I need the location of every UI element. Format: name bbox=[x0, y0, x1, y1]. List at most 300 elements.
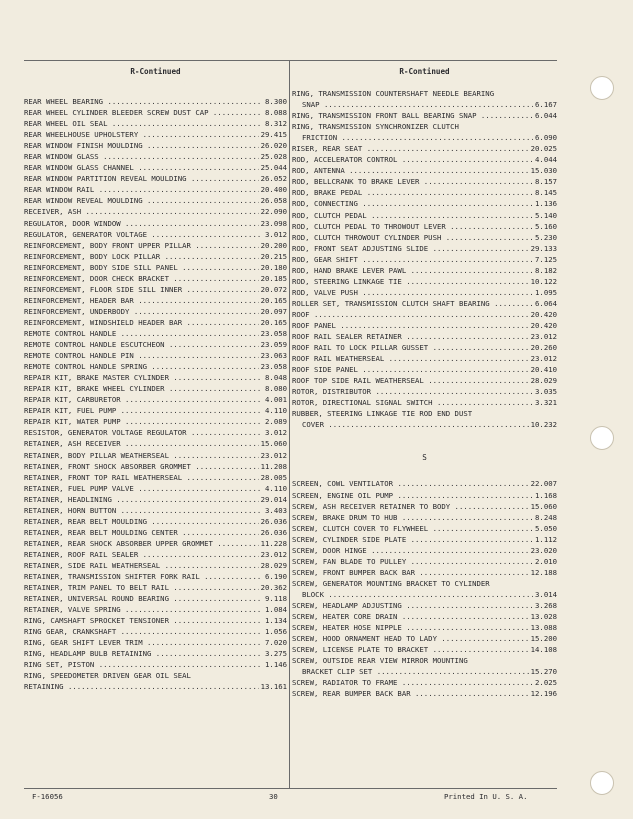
index-entry bbox=[24, 262, 287, 273]
index-entry-continued: RING, SPEEDOMETER DRIVEN GEAR OIL SEAL bbox=[24, 671, 191, 681]
entry-name: RETAINER, TRIM PANEL TO BELT RAIL ..... bbox=[24, 582, 259, 593]
entry-number: 1.112 bbox=[535, 534, 557, 544]
entry-number: 7.020 bbox=[265, 638, 287, 648]
entry-name: BRACKET CLIP SET ..... bbox=[292, 666, 529, 677]
entry-name: REMOTE CONTROL HANDLE ESCUTCHEON ..... bbox=[24, 339, 259, 350]
index-entry bbox=[24, 140, 287, 151]
entry-number: 23.063 bbox=[260, 351, 287, 361]
index-entry bbox=[292, 176, 557, 187]
entry-number: 8.300 bbox=[265, 97, 287, 106]
entry-name: RING GEAR, CRANKSHAFT ..... bbox=[24, 626, 263, 637]
entry-name: REINFORCEMENT, BODY SIDE SILL PANEL ..... bbox=[24, 262, 259, 273]
entry-name: ROD, BRAKE PEDAL ..... bbox=[292, 187, 533, 198]
entry-name: ROTOR, DISTRIBUTOR ..... bbox=[292, 386, 533, 397]
index-entry bbox=[24, 317, 287, 328]
index-entry bbox=[24, 472, 287, 483]
entry-name: SCREW, ASH RECEIVER RETAINER TO BODY ..... bbox=[292, 501, 529, 512]
entry-number: 25.044 bbox=[260, 163, 287, 173]
entry-name: REINFORCEMENT, WINDSHIELD HEADER BAR ..... bbox=[24, 317, 259, 328]
index-entry bbox=[292, 309, 557, 320]
index-entry bbox=[292, 243, 557, 254]
entry-name: SNAP ..... bbox=[292, 99, 533, 110]
entry-name: REAR WINDOW REVEAL MOULDING ..... bbox=[24, 195, 259, 206]
entry-number: 20.410 bbox=[530, 365, 557, 375]
index-entry bbox=[24, 516, 287, 527]
entry-name: SCREW, FAN BLADE TO PULLEY ..... bbox=[292, 556, 533, 567]
right-heading: R-Continued bbox=[399, 67, 450, 76]
form-code: F-16056 bbox=[32, 792, 63, 801]
index-entry bbox=[24, 527, 287, 538]
entry-number: 2.089 bbox=[265, 417, 287, 427]
entry-name: RETAINER, HEADLINING ..... bbox=[24, 494, 259, 505]
entry-number: 3.403 bbox=[265, 505, 287, 515]
entry-name: ROD, ANTENNA ..... bbox=[292, 165, 529, 176]
index-entry bbox=[24, 560, 287, 571]
index-entry bbox=[292, 298, 557, 309]
entry-name: RING, GEAR SHIFT LEVER TRIM ..... bbox=[24, 637, 263, 648]
entry-name: RETAINER, SIDE RAIL WEATHERSEAL ..... bbox=[24, 560, 259, 571]
index-entry bbox=[24, 118, 287, 129]
entry-number: 15.270 bbox=[530, 667, 557, 677]
entry-name: SCREW, HOOD ORNAMENT HEAD TO LADY ..... bbox=[292, 633, 529, 644]
index-entry bbox=[292, 589, 557, 600]
index-entry bbox=[292, 254, 557, 265]
index-entry bbox=[292, 545, 557, 556]
index-entry bbox=[292, 567, 557, 578]
entry-number: 3.012 bbox=[265, 428, 287, 438]
entry-number: 2.010 bbox=[535, 556, 557, 566]
index-entry bbox=[24, 549, 287, 560]
top-rule bbox=[24, 60, 557, 61]
entry-number: 8.080 bbox=[265, 384, 287, 394]
entry-name: REINFORCEMENT, FLOOR SIDE SILL INNER ..... bbox=[24, 284, 259, 295]
entry-number: 22.090 bbox=[260, 207, 287, 217]
index-entry bbox=[24, 681, 287, 692]
index-entry bbox=[24, 450, 287, 461]
entry-name: REGULATOR, DOOR WINDOW ..... bbox=[24, 218, 259, 229]
index-entry bbox=[292, 622, 557, 633]
entry-number: 13.028 bbox=[530, 612, 557, 622]
punch-hole-top bbox=[590, 76, 614, 100]
page-number: 30 bbox=[269, 792, 278, 801]
entry-name: RING, HEADLAMP BULB RETAINING ..... bbox=[24, 648, 263, 659]
index-entry bbox=[24, 483, 287, 494]
entry-name: REAR WHEELHOUSE UPHOLSTERY ..... bbox=[24, 129, 259, 140]
entry-name: FRICTION ..... bbox=[292, 132, 533, 143]
index-entry bbox=[24, 427, 287, 438]
entry-name: RETAINING ..... bbox=[24, 681, 259, 692]
entry-number: 12.188 bbox=[530, 567, 557, 577]
entry-name: REAR WINDOW PARTITION REVEAL MOULDING ..... bbox=[24, 173, 259, 184]
entry-number: 11.208 bbox=[260, 461, 287, 471]
index-entry bbox=[24, 461, 287, 472]
entry-number: 3.321 bbox=[535, 398, 557, 408]
index-entry bbox=[24, 162, 287, 173]
index-entry bbox=[24, 538, 287, 549]
entry-number: 20.097 bbox=[260, 306, 287, 316]
entry-number: 4.110 bbox=[265, 406, 287, 416]
entry-number: 3.275 bbox=[265, 649, 287, 659]
s-index-list-1 bbox=[292, 478, 557, 577]
index-entry bbox=[24, 284, 287, 295]
entry-number: 23.020 bbox=[530, 545, 557, 555]
index-entry bbox=[292, 375, 557, 386]
entry-number: 23.012 bbox=[260, 450, 287, 460]
entry-name: RETAINER, REAR BELT MOULDING ..... bbox=[24, 516, 259, 527]
entry-name: RESISTOR, GENERATOR VOLTAGE REGULATOR ..... bbox=[24, 427, 263, 438]
entry-name: REGULATOR, GENERATOR VOLTAGE ..... bbox=[24, 229, 263, 240]
index-entry bbox=[292, 490, 557, 501]
entry-name: SCREW, CLUTCH COVER TO FLYWHEEL ..... bbox=[292, 523, 533, 534]
entry-number: 20.215 bbox=[260, 251, 287, 261]
entry-number: 9.118 bbox=[265, 594, 287, 604]
entry-number: 20.165 bbox=[260, 295, 287, 305]
entry-number: 23.058 bbox=[260, 328, 287, 338]
entry-name: RING SET, PISTON ..... bbox=[24, 659, 263, 670]
entry-name: REAR WINDOW RAIL ..... bbox=[24, 184, 259, 195]
entry-name: REMOTE CONTROL HANDLE SPRING ..... bbox=[24, 361, 259, 372]
entry-name: RETAINER, VALVE SPRING ..... bbox=[24, 604, 263, 615]
entry-number: 20.185 bbox=[260, 273, 287, 283]
index-entry-continued: RUBBER, STEERING LINKAGE TIE ROD END DUST bbox=[292, 409, 473, 419]
index-entry bbox=[292, 221, 557, 232]
entry-name: REINFORCEMENT, UNDERBODY ..... bbox=[24, 306, 259, 317]
entry-name: RETAINER, HORN BUTTON ..... bbox=[24, 505, 263, 516]
entry-number: 28.005 bbox=[260, 472, 287, 482]
entry-name: COVER ..... bbox=[292, 419, 529, 430]
entry-number: 1.084 bbox=[265, 605, 287, 615]
entry-name: REPAIR KIT, CARBURETOR ..... bbox=[24, 394, 263, 405]
index-entry bbox=[24, 659, 287, 670]
entry-name: RETAINER, ASH RECEIVER ..... bbox=[24, 438, 259, 449]
index-entry bbox=[292, 666, 557, 677]
s-index-list-3 bbox=[292, 677, 557, 699]
entry-number: 1.136 bbox=[535, 199, 557, 209]
index-entry bbox=[292, 232, 557, 243]
entry-number: 23.098 bbox=[260, 218, 287, 228]
entry-number: 1.134 bbox=[265, 616, 287, 626]
entry-name: ROOF SIDE PANEL ..... bbox=[292, 364, 529, 375]
index-entry bbox=[292, 320, 557, 331]
entry-name: RISER, REAR SEAT ..... bbox=[292, 143, 529, 154]
entry-number: 20.025 bbox=[530, 144, 557, 154]
index-entry bbox=[24, 648, 287, 659]
entry-name: REAR WHEEL CYLINDER BLEEDER SCREW DUST CAP ..... bbox=[24, 107, 263, 118]
entry-name: RECEIVER, ASH ..... bbox=[24, 206, 259, 217]
entry-number: 26.036 bbox=[260, 527, 287, 537]
entry-number: 6.190 bbox=[265, 572, 287, 582]
entry-number: 5.140 bbox=[535, 210, 557, 220]
entry-name: REINFORCEMENT, BODY FRONT UPPER PILLAR ..... bbox=[24, 240, 259, 251]
entry-name: ROOF TOP SIDE RAIL WEATHERSEAL ..... bbox=[292, 375, 529, 386]
entry-name: ROOF RAIL WEATHERSEAL ..... bbox=[292, 353, 529, 364]
index-entry-continued: SCREW, GENERATOR MOUNTING BRACKET TO CYLINDER bbox=[292, 578, 490, 588]
entry-number: 29.133 bbox=[530, 243, 557, 253]
index-entry bbox=[24, 328, 287, 339]
left-heading: R-Continued bbox=[130, 67, 181, 76]
index-entry bbox=[292, 187, 557, 198]
entry-number: 10.122 bbox=[530, 276, 557, 286]
entry-name: REINFORCEMENT, BODY LOCK PILLAR ..... bbox=[24, 251, 259, 262]
left-column bbox=[24, 66, 287, 693]
index-entry bbox=[24, 273, 287, 284]
index-entry bbox=[292, 644, 557, 655]
index-entry bbox=[292, 419, 557, 430]
index-entry bbox=[292, 154, 557, 165]
entry-number: 1.146 bbox=[265, 660, 287, 670]
index-entry bbox=[292, 386, 557, 397]
index-entry bbox=[24, 251, 287, 262]
entry-number: 28.029 bbox=[530, 376, 557, 386]
entry-name: REAR WHEEL BEARING ..... bbox=[24, 96, 263, 107]
entry-name: RETAINER, BODY PILLAR WEATHERSEAL ..... bbox=[24, 450, 259, 461]
entry-number: 3.012 bbox=[265, 229, 287, 239]
entry-number: 15.060 bbox=[530, 501, 557, 511]
entry-number: 3.014 bbox=[535, 589, 557, 599]
entry-number: 25.028 bbox=[260, 152, 287, 162]
punch-hole-middle bbox=[590, 426, 614, 450]
index-entry bbox=[24, 295, 287, 306]
entry-number: 15.030 bbox=[530, 166, 557, 176]
index-entry bbox=[292, 501, 557, 512]
entry-name: REAR WINDOW GLASS CHANNEL ..... bbox=[24, 162, 259, 173]
index-entry bbox=[24, 229, 287, 240]
entry-number: 8.312 bbox=[265, 119, 287, 129]
index-entry bbox=[292, 633, 557, 644]
bottom-rule bbox=[24, 788, 557, 789]
entry-name: RETAINER, TRANSMISSION SHIFTER FORK RAIL ..... bbox=[24, 571, 263, 582]
entry-number: 6.090 bbox=[535, 133, 557, 143]
entry-number: 3.268 bbox=[535, 600, 557, 610]
index-entry bbox=[292, 397, 557, 408]
index-entry bbox=[24, 405, 287, 416]
entry-name: ROOF RAIL SEALER RETAINER ..... bbox=[292, 331, 529, 342]
entry-number: 23.012 bbox=[530, 354, 557, 364]
index-entry bbox=[292, 534, 557, 545]
entry-name: RETAINER, FRONT SHOCK ABSORBER GROMMET ..... bbox=[24, 461, 259, 472]
entry-name: RETAINER, ROOF RAIL SEALER ..... bbox=[24, 549, 259, 560]
index-entry bbox=[24, 582, 287, 593]
entry-number: 5.230 bbox=[535, 232, 557, 242]
entry-name: RETAINER, REAR BELT MOULDING CENTER ..... bbox=[24, 527, 259, 538]
entry-number: 26.036 bbox=[260, 516, 287, 526]
index-entry bbox=[24, 383, 287, 394]
index-entry bbox=[292, 165, 557, 176]
entry-number: 20.260 bbox=[530, 343, 557, 353]
index-entry bbox=[24, 339, 287, 350]
index-entry bbox=[24, 637, 287, 648]
entry-number: 5.050 bbox=[535, 523, 557, 533]
index-entry bbox=[292, 364, 557, 375]
index-entry bbox=[292, 512, 557, 523]
index-entry bbox=[24, 494, 287, 505]
index-entry bbox=[24, 151, 287, 162]
entry-name: ROOF ..... bbox=[292, 309, 529, 320]
entry-name: SCREW, FRONT BUMPER BACK BAR ..... bbox=[292, 567, 529, 578]
entry-number: 20.420 bbox=[530, 320, 557, 330]
entry-name: RETAINER, UNIVERSAL ROUND BEARING ..... bbox=[24, 593, 263, 604]
entry-number: 5.160 bbox=[535, 221, 557, 231]
entry-number: 15.200 bbox=[530, 634, 557, 644]
right-column bbox=[292, 66, 557, 699]
entry-name: ROD, FRONT SEAT ADJUSTING SLIDE ..... bbox=[292, 243, 529, 254]
entry-number: 23.059 bbox=[260, 340, 287, 350]
index-entry bbox=[292, 276, 557, 287]
entry-name: SCREW, RADIATOR TO FRAME ..... bbox=[292, 677, 533, 688]
entry-number: 23.012 bbox=[530, 332, 557, 342]
left-index-list bbox=[24, 96, 287, 670]
index-entry bbox=[24, 129, 287, 140]
entry-name: REAR WHEEL OIL SEAL ..... bbox=[24, 118, 263, 129]
entry-number: 22.007 bbox=[530, 479, 557, 489]
index-entry bbox=[292, 342, 557, 353]
entry-name: SCREW, CYLINDER SIDE PLATE ..... bbox=[292, 534, 533, 545]
entry-number: 2.025 bbox=[535, 678, 557, 688]
entry-name: SCREW, HEATER CORE DRAIN ..... bbox=[292, 611, 529, 622]
entry-number: 14.108 bbox=[530, 645, 557, 655]
entry-number: 13.088 bbox=[530, 623, 557, 633]
entry-name: RING, CAMSHAFT SPROCKET TENSIONER ..... bbox=[24, 615, 263, 626]
index-entry bbox=[24, 218, 287, 229]
entry-name: ROD, GEAR SHIFT ..... bbox=[292, 254, 533, 265]
entry-number: 20.180 bbox=[260, 262, 287, 272]
entry-number: 20.165 bbox=[260, 317, 287, 327]
entry-number: 6.064 bbox=[535, 298, 557, 308]
entry-number: 1.095 bbox=[535, 287, 557, 297]
entry-number: 4.110 bbox=[265, 483, 287, 493]
entry-name: ROD, VALVE PUSH ..... bbox=[292, 287, 533, 298]
index-entry bbox=[24, 184, 287, 195]
entry-number: 23.058 bbox=[260, 362, 287, 372]
entry-name: ROD, ACCELERATOR CONTROL ..... bbox=[292, 154, 533, 165]
entry-name: SCREW, REAR BUMPER BACK BAR ..... bbox=[292, 688, 529, 699]
index-entry bbox=[292, 143, 557, 154]
entry-name: REPAIR KIT, FUEL PUMP ..... bbox=[24, 405, 263, 416]
index-entry bbox=[24, 626, 287, 637]
index-entry-continued: SCREW, OUTSIDE REAR VIEW MIRROR MOUNTING bbox=[292, 656, 468, 666]
entry-number: 20.362 bbox=[260, 583, 287, 593]
entry-number: 8.157 bbox=[535, 177, 557, 187]
section-letter-s: S bbox=[422, 453, 427, 463]
index-entry bbox=[24, 394, 287, 405]
page-footer bbox=[24, 790, 557, 804]
entry-name: SCREW, BRAKE DRUM TO HUB ..... bbox=[292, 512, 533, 523]
index-entry bbox=[292, 210, 557, 221]
entry-number: 26.020 bbox=[260, 141, 287, 151]
entry-number: 23.012 bbox=[260, 549, 287, 559]
entry-name: RING, TRANSMISSION FRONT BALL BEARING SNAP ..... bbox=[292, 110, 533, 121]
index-entry bbox=[24, 593, 287, 604]
entry-number: 1.056 bbox=[265, 627, 287, 637]
entry-name: RETAINER, FRONT TOP RAIL WEATHERSEAL ..... bbox=[24, 472, 259, 483]
index-entry bbox=[24, 96, 287, 107]
entry-number: 28.029 bbox=[260, 560, 287, 570]
entry-name: ROD, CLUTCH PEDAL TO THROWOUT LEVER ..... bbox=[292, 221, 533, 232]
entry-name: ROD, CLUTCH PEDAL ..... bbox=[292, 210, 533, 221]
entry-number: 4.001 bbox=[265, 395, 287, 405]
entry-name: REAR WINDOW GLASS ..... bbox=[24, 151, 259, 162]
entry-name: ROD, HAND BRAKE LEVER PAWL ..... bbox=[292, 265, 533, 276]
index-entry bbox=[24, 173, 287, 184]
index-entry bbox=[292, 688, 557, 699]
index-entry bbox=[292, 331, 557, 342]
entry-name: REINFORCEMENT, DOOR CHECK BRACKET ..... bbox=[24, 273, 259, 284]
entry-number: 8.088 bbox=[265, 108, 287, 118]
index-entry bbox=[292, 677, 557, 688]
index-entry bbox=[292, 99, 557, 110]
entry-name: ROOF PANEL ..... bbox=[292, 320, 529, 331]
entry-name: BLOCK ..... bbox=[292, 589, 533, 600]
entry-number: 20.420 bbox=[530, 309, 557, 319]
entry-name: REAR WINDOW FINISH MOULDING ..... bbox=[24, 140, 259, 151]
entry-name: ROLLER SET, TRANSMISSION CLUTCH SHAFT BEARING ..... bbox=[292, 298, 533, 309]
entry-name: ROD, BELLCRANK TO BRAKE LEVER ..... bbox=[292, 176, 533, 187]
index-entry-continued: RING, TRANSMISSION COUNTERSHAFT NEEDLE BEARING bbox=[292, 89, 495, 98]
entry-name: RETAINER, FUEL PUMP VALVE ..... bbox=[24, 483, 263, 494]
index-entry bbox=[292, 353, 557, 364]
punch-hole-bottom bbox=[590, 771, 614, 795]
entry-name: SCREW, HEADLAMP ADJUSTING ..... bbox=[292, 600, 533, 611]
entry-number: 15.060 bbox=[260, 439, 287, 449]
entry-number: 11.228 bbox=[260, 538, 287, 548]
entry-name: ROD, CLUTCH THROWOUT CYLINDER PUSH ..... bbox=[292, 232, 533, 243]
index-entry bbox=[292, 265, 557, 276]
entry-number: 10.232 bbox=[530, 420, 557, 430]
entry-number: 4.044 bbox=[535, 155, 557, 165]
entry-number: 7.125 bbox=[535, 254, 557, 264]
entry-name: SCREW, LICENSE PLATE TO BRACKET ..... bbox=[292, 644, 529, 655]
index-entry bbox=[24, 240, 287, 251]
entry-name: RETAINER, REAR SHOCK ABSORBER UPPER GROMMET ..... bbox=[24, 538, 259, 549]
entry-number: 6.167 bbox=[535, 100, 557, 110]
entry-number: 26.052 bbox=[260, 174, 287, 184]
index-entry bbox=[292, 132, 557, 143]
index-entry bbox=[292, 611, 557, 622]
index-entry bbox=[292, 287, 557, 298]
entry-name: SCREEN, ENGINE OIL PUMP ..... bbox=[292, 490, 533, 501]
index-entry bbox=[24, 615, 287, 626]
index-entry bbox=[24, 195, 287, 206]
entry-name: SCREW, DOOR HINGE ..... bbox=[292, 545, 529, 556]
index-entry bbox=[24, 306, 287, 317]
index-entry bbox=[24, 438, 287, 449]
entry-number: 26.058 bbox=[260, 196, 287, 206]
entry-number: 8.145 bbox=[535, 188, 557, 198]
entry-name: REINFORCEMENT, HEADER BAR ..... bbox=[24, 295, 259, 306]
index-entry bbox=[24, 505, 287, 516]
index-entry bbox=[292, 110, 557, 121]
entry-number: 29.014 bbox=[260, 494, 287, 504]
index-entry bbox=[24, 107, 287, 118]
entry-name: ROOF RAIL TO LOCK PILLAR GUSSET ..... bbox=[292, 342, 529, 353]
entry-name: REPAIR KIT, BRAKE MASTER CYLINDER ..... bbox=[24, 372, 263, 383]
entry-name: ROTOR, DIRECTIONAL SIGNAL SWITCH ..... bbox=[292, 397, 533, 408]
entry-name: SCREEN, COWL VENTILATOR ..... bbox=[292, 478, 529, 489]
index-entry bbox=[24, 206, 287, 217]
entry-number: 20.200 bbox=[260, 240, 287, 250]
entry-number: 29.415 bbox=[260, 130, 287, 140]
entry-number: 8.248 bbox=[535, 512, 557, 522]
entry-name: REMOTE CONTROL HANDLE PIN ..... bbox=[24, 350, 259, 361]
index-entry bbox=[24, 604, 287, 615]
entry-name: ROD, STEERING LINKAGE TIE ..... bbox=[292, 276, 529, 287]
entry-number: 13.161 bbox=[260, 682, 287, 692]
entry-name: ROD, CONNECTING ..... bbox=[292, 198, 533, 209]
entry-name: SCREW, HEATER HOSE NIPPLE ..... bbox=[292, 622, 529, 633]
entry-number: 20.400 bbox=[260, 185, 287, 195]
entry-number: 8.048 bbox=[265, 373, 287, 383]
right-index-list bbox=[292, 143, 557, 408]
